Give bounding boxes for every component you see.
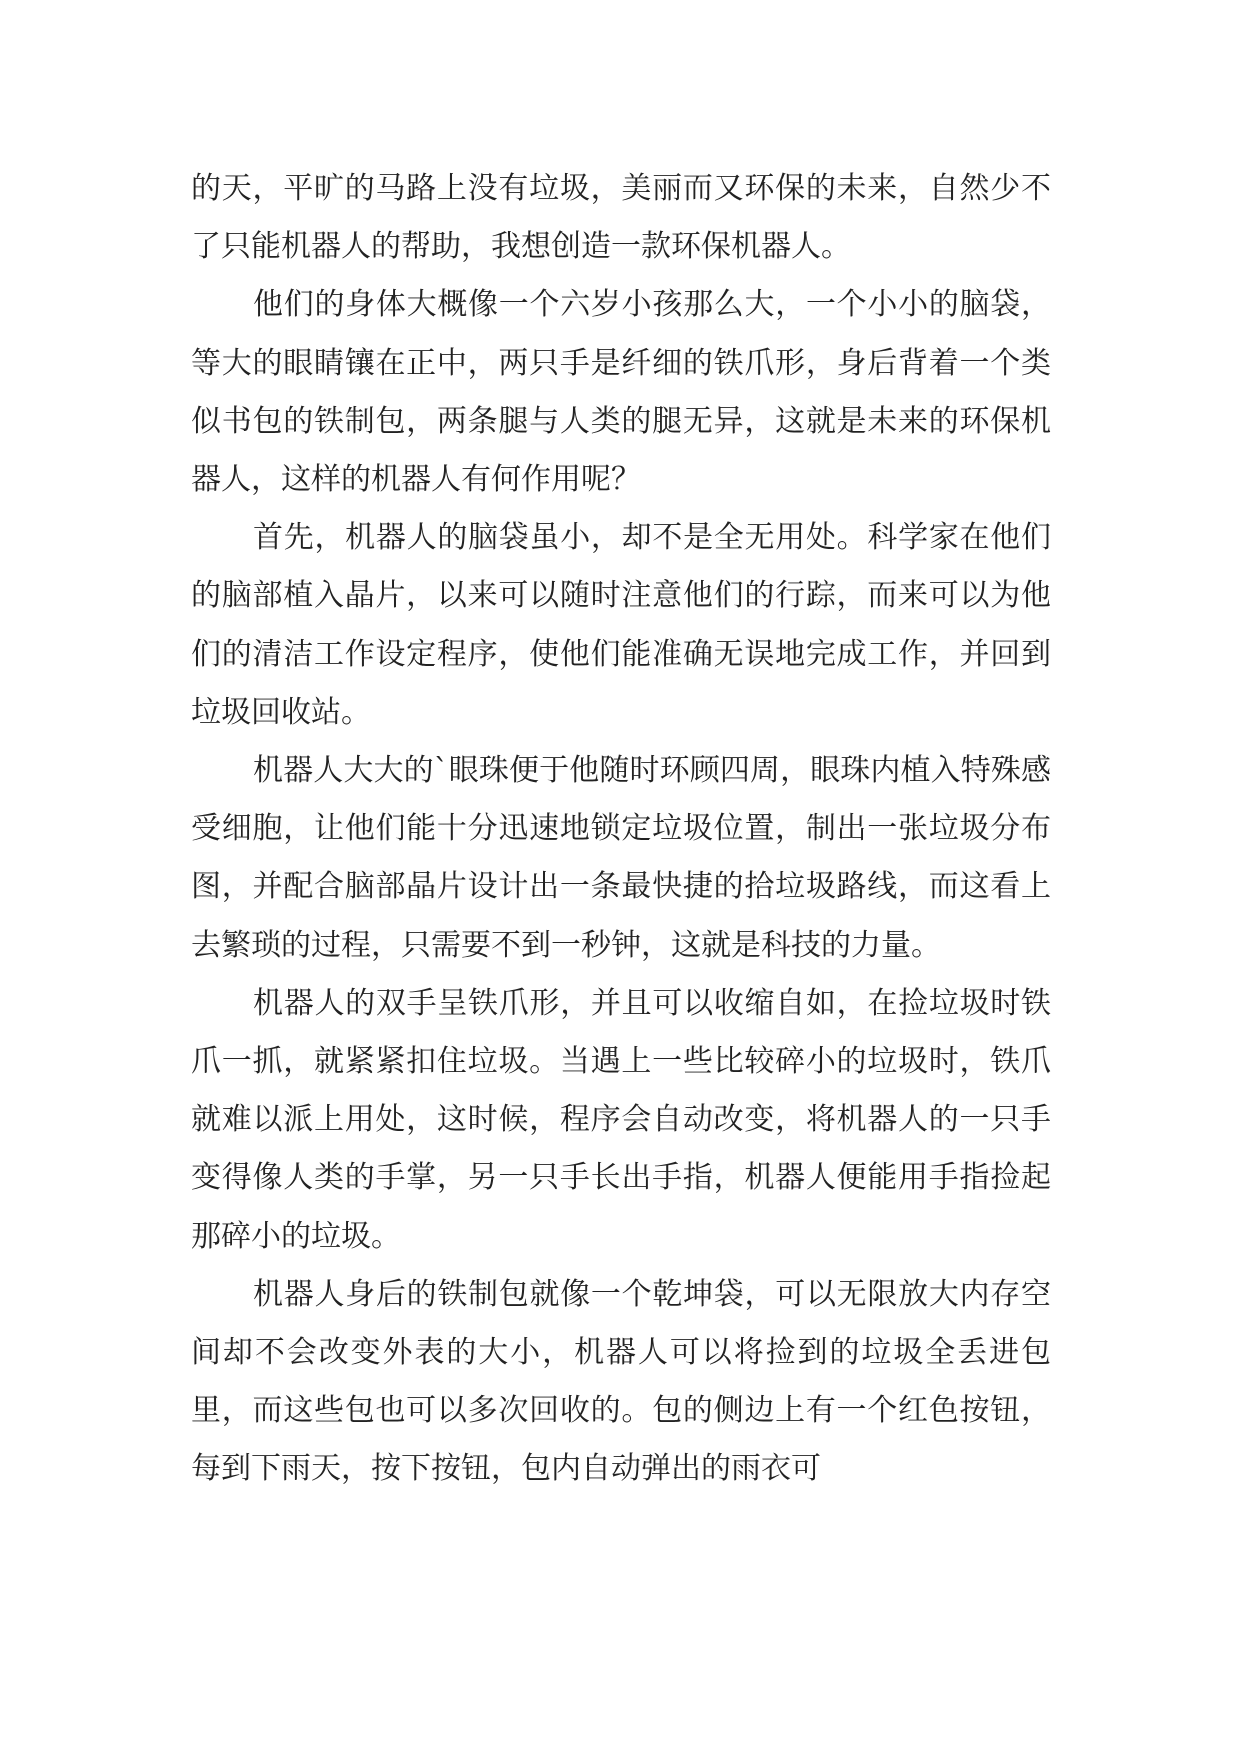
paragraph-robot-eyes: 机器人大大的`眼珠便于他随时环顾四周，眼珠内植入特殊感受细胞，让他们能十分迅速地锁定垃圾位置，制出一张垃圾分布图，并配合脑部晶片设计出一条最快捷的拾垃圾路线，而这看上去繁琐的过程，只需要不到一秒钟，这就是科技的力量。 (191, 753, 1051, 963)
paragraph-continuation: 的天，平旷的马路上没有垃圾，美丽而又环保的未来，自然少不了只能机器人的帮助，我想创造一款环保机器人。 (191, 171, 1051, 265)
paragraph-robot-hands: 机器人的双手呈铁爪形，并且可以收缩自如，在捡垃圾时铁爪一抓，就紧紧扣住垃圾。当遇上一些比较碎小的垃圾时，铁爪就难以派上用处，这时候，程序会自动改变，将机器人的一只手变得像人类的手掌，另一只手长出手指，机器人便能用手指捡起那碎小的垃圾。 (191, 985, 1051, 1254)
paragraph-robot-body: 他们的身体大概像一个六岁小孩那么大，一个小小的脑袋，等大的眼睛镶在正中，两只手是纤细的铁爪形，身后背着一个类似书包的铁制包，两条腿与人类的腿无异，这就是未来的环保机器人，这样的机器人有何作用呢？ (191, 287, 1051, 498)
paragraph-robot-bag: 机器人身后的铁制包就像一个乾坤袋，可以无限放大内存空间却不会改变外表的大小，机器人可以将捡到的垃圾全丢进包里，而这些包也可以多次回收的。包的侧边上有一个红色按钮，每到下雨天，按下按钮，包内自动弹出的雨衣可 (191, 1276, 1051, 1487)
paragraph-robot-head: 首先，机器人的脑袋虽小，却不是全无用处。科学家在他们的脑部植入晶片，以来可以随时注意他们的行踪，而来可以为他们的清洁工作设定程序，使他们能准确无误地完成工作，并回到垃圾回收站。 (191, 520, 1051, 730)
essay-body (191, 160, 1051, 1499)
